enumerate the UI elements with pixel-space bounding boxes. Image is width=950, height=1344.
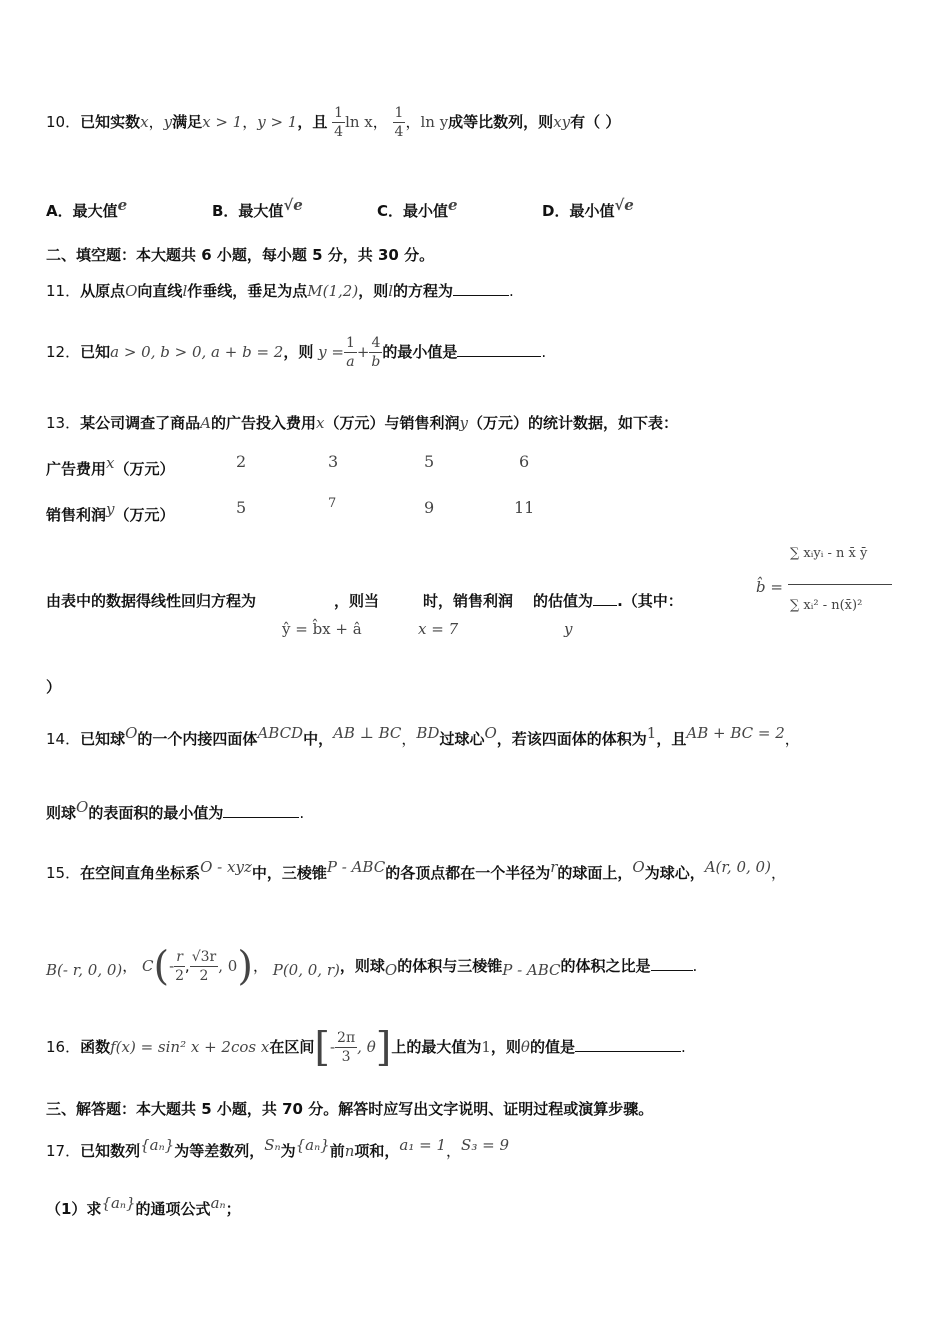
question-13 [46,412,678,434]
q15-text-5: 为球心， [644,864,705,882]
question-number: 11． [46,282,81,300]
q13-text-6: ，则当 [334,592,380,610]
q17-text-4: 前 [329,1142,345,1160]
b-hat-formula [756,540,896,640]
q10-text-3: ，且 [297,113,328,131]
q13-close-paren: ） [46,678,62,696]
q14-text-1: 已知球 [80,730,126,748]
question-number: 14． [46,730,81,748]
q10-text-5: 有（ ） [570,113,621,131]
table-cell: 7 [328,496,337,511]
q17-var-n: n [344,1142,355,1160]
q16-text-5: 的值是 [529,1038,575,1056]
q17-seq-an-3: {aₙ} [101,1194,136,1212]
q11-text-5: 的方程为 [393,282,454,300]
table-cell: 6 [519,452,530,471]
q11-point-m: M(1,2) [307,282,359,300]
question-number: 10． [46,113,81,131]
q14-text-5: ，若该四面体的体积为 [496,730,647,748]
section-2-heading: 二、填空题：本大题共 6 小题，每小题 5 分，共 30 分。 [46,246,435,264]
right-bracket: ] [375,1024,392,1071]
q15-var-r: r [550,858,558,876]
q16-text-3: 上的最大值为 [391,1038,482,1056]
q14-sum: AB + BC = 2 [686,724,785,742]
q13-text-4: （万元）的统计数据，如下表： [467,414,678,432]
q15-var-o: O [632,858,645,876]
question-11 [46,280,514,302]
q12-frac-1: $\frac{1}{a}$ [345,335,355,370]
q15-text-2: 中，三棱锥 [251,864,327,882]
q15-text-8: 的体积之比是 [560,957,651,975]
q11-var-l: l [182,282,188,300]
table-cell: 9 [424,498,435,517]
table-row-label-1: 广告费用x（万元） [46,454,175,478]
q11-text-2: 向直线 [137,282,183,300]
question-number: 12． [46,343,81,361]
q10-text-4: 成等比数列，则 [448,113,554,131]
answer-blank [593,591,617,606]
q12-condition: a > 0, b > 0, a + b = 2 [110,343,284,361]
q15-coord-system: O - xyz [200,858,252,876]
q14-text-6: ，且 [656,730,687,748]
q13-var-y: y [459,414,468,432]
q13-text-7: 时，销售利润 [423,592,514,610]
q17-seq-an: {aₙ} [140,1136,175,1154]
option-c: C．最小值e [377,196,458,220]
q11-text-4: ，则 [358,282,389,300]
q10-frac-2: $\frac{1}{4}$ [394,105,404,140]
q14-text-7: 则球 [46,804,77,822]
q16-text-1: 函数 [80,1038,111,1056]
q10-lny: ln y [420,113,449,131]
q10-cond-2: y > 1 [257,113,298,131]
q16-end: . [680,1038,686,1056]
q17-text-3: 为 [280,1142,296,1160]
q14-text-8: 的表面积的最小值为 [88,804,224,822]
q15-comma-3: ， [252,957,268,975]
answer-blank [457,342,541,357]
q13-text-8: 的估值为 [533,592,594,610]
q17-text-2: 为等差数列， [174,1142,265,1160]
answer-blank [575,1037,681,1052]
q11-text-1: 从原点 [80,282,126,300]
q17-text-1: 已知数列 [80,1142,141,1160]
q16-lower-frac: $\frac{2\pi}{3}$ [337,1030,356,1065]
b-hat-denominator: ∑ xᵢ² - n(x̄)² [790,598,863,613]
q13-var-x: x [315,414,325,432]
q17-part-1-label: （1）求 [46,1200,102,1218]
table-cell: 11 [514,498,535,517]
q12-plus: + [356,343,370,361]
q10-frac-1: $\frac{1}{4}$ [334,105,344,140]
q13-text-9: .（其中： [617,592,683,610]
right-paren: ) [237,943,253,990]
q17-a1: a₁ = 1 [399,1136,447,1154]
q13-regression-text [46,590,683,612]
q11-text-3: 作垂线，垂足为点 [187,282,308,300]
q16-theta-2: θ [520,1038,530,1056]
q12-end: . [541,343,547,361]
q14-end: . [299,804,305,822]
q10-text-2: 满足 [172,113,203,131]
q14-comma: ， [401,730,417,748]
question-17 [46,1134,509,1162]
q15-text-7: 的体积与三棱锥 [397,957,503,975]
table-cell: 5 [236,498,247,517]
q17-part-1-end: ； [225,1200,241,1218]
q11-end: . [509,282,514,300]
question-10: 10．已知实数x，y满足x > 1，y > 1，且 $\frac{1}{4}$ ln x， $\frac{1}{4}$ ，ln y成等比数列，则xy有（ ） [46,105,621,140]
q12-var-y: y = [318,343,344,361]
q12-text-3: 的最小值是 [382,343,458,361]
q14-text-4: 过球心 [439,730,485,748]
q17-part-1-text: 的通项公式 [135,1200,211,1218]
question-14 [46,722,800,750]
q14-var-o: O [125,724,138,742]
q15-pyramid-2: P - ABC [502,961,561,979]
b-hat-numerator: ∑ xᵢyᵢ - n x̄ ȳ [790,546,868,561]
q13-text-2: 的广告投入费用 [210,414,316,432]
q10-var-xy: xy [553,113,571,131]
q13-var-a: A [200,414,211,432]
q12-text-2: ，则 [283,343,314,361]
q17-text-5: 项和， [354,1142,400,1160]
q17-an: aₙ [210,1194,226,1212]
question-17-part-1 [46,1192,241,1220]
question-14-cont [46,796,304,824]
q17-comma: ， [446,1142,462,1160]
b-hat-label: b̂ = [756,578,783,596]
question-15-cont: B(- r, 0, 0)， C(- $\frac{r}{2}$ , $\frac{√3r}{2}$ , 0)， P(0, 0, r)，则球O的体积与三棱锥P - ABC的体积之比是 . [46,943,698,990]
q13-text-5: 由表中的数据得线性回归方程为 [46,592,257,610]
question-number: 16． [46,1038,81,1056]
q13-text-1: 某公司调查了商品 [80,414,201,432]
table-cell: 5 [424,452,435,471]
q15-point-p: P(0, 0, r) [272,961,340,979]
q15-point-c: C [142,957,154,975]
question-number: 17． [46,1142,81,1160]
option-b: B．最大值√e [212,196,303,220]
table-cell: 3 [328,452,339,471]
q10-lnx: ln x [345,113,373,131]
q17-s3: S₃ = 9 [461,1136,509,1154]
q14-comma-2: ， [784,730,800,748]
q15-text-1: 在空间直角坐标系 [80,864,201,882]
q14-one: 1 [646,724,657,742]
answer-blank [453,281,509,296]
question-15 [46,856,786,884]
q16-text-4: ，则 [490,1038,521,1056]
q17-sn: Sₙ [264,1136,281,1154]
q17-seq-an-2: {aₙ} [295,1136,330,1154]
q14-bd: BD [416,724,440,742]
q10-var-x: x [140,113,149,131]
q14-abcd: ABCD [257,724,304,742]
question-number: 15． [46,864,81,882]
q15-end: . [692,957,698,975]
q15-text-4: 的球面上， [557,864,633,882]
q14-text-3: 中， [303,730,334,748]
q13-var-y-2: y [564,620,573,638]
answer-blank [223,803,299,818]
q14-var-o-2: O [484,724,497,742]
q13-text-3: （万元）与销售利润 [324,414,460,432]
q10-var-y: y [163,113,173,131]
q16-one: 1 [481,1038,491,1056]
question-12 [46,334,546,371]
q15-text-6: ，则球 [339,957,385,975]
q11-var-l-2: l [388,282,394,300]
q10-text-1: 已知实数 [80,113,141,131]
q15-cx-frac: $\frac{r}{2}$ [175,949,185,984]
q14-perp: AB ⊥ BC [333,724,402,742]
q13-regression-equation: ŷ = b̂x + â [282,620,362,638]
q15-var-o-2: O [384,961,398,979]
section-3-heading: 三、解答题：本大题共 5 小题，共 70 分。解答时应写出文字说明、证明过程或演算步骤。 [46,1100,654,1118]
q15-comma-2: ， [122,957,138,975]
q15-point-a: A(r, 0, 0) [704,858,771,876]
answer-blank [651,956,693,971]
q12-frac-2: $\frac{4}{b}$ [371,335,381,370]
question-number: 13． [46,414,81,432]
q13-x-value: x = 7 [418,620,459,638]
q16-text-2: 在区间 [269,1038,315,1056]
q10-cond-1: x > 1 [202,113,243,131]
q15-comma: ， [770,864,786,882]
q15-point-b: B(- r, 0, 0) [46,961,123,979]
q15-cz: , 0 [218,957,238,975]
q16-function: f(x) = sin² x + 2cos x [110,1038,270,1056]
option-d: D．最小值√e [542,196,634,220]
fraction-bar [788,584,892,585]
q14-var-o-3: O [76,798,89,816]
q15-pyramid: P - ABC [326,858,386,876]
q15-text-3: 的各顶点都在一个半径为 [385,864,551,882]
option-a: A．最大值e [46,196,128,220]
question-16: 16．函数f(x) = sin² x + 2cos x在区间[- $\frac{2\pi}{3}$ , θ]上的最大值为1，则θ的值是 . [46,1024,686,1071]
q16-theta: , θ [357,1038,376,1056]
q10-comma: ， [148,113,164,131]
q14-text-2: 的一个内接四面体 [137,730,258,748]
q11-var-o: O [125,282,138,300]
left-bracket: [ [314,1024,330,1071]
table-row-label-2: 销售利润y（万元） [46,500,175,524]
table-cell: 2 [236,452,247,471]
left-paren: ( [153,943,170,990]
q15-cy-frac: $\frac{√3r}{2}$ [191,949,217,984]
q12-text-1: 已知 [80,343,111,361]
